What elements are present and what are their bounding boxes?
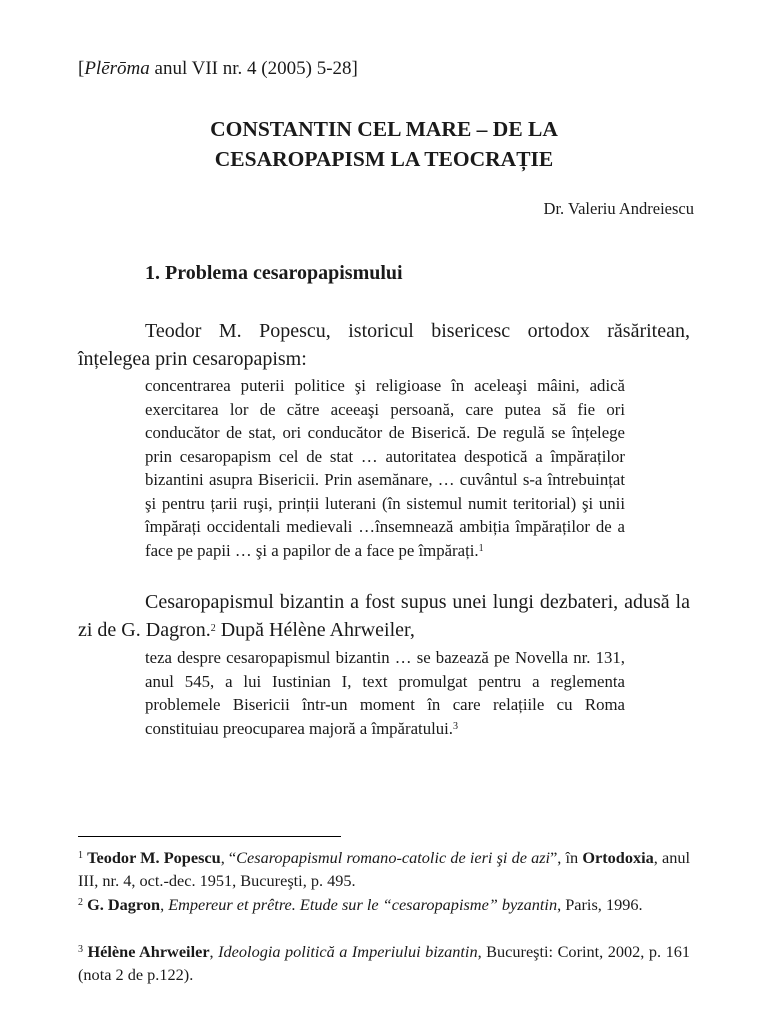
footnote-title: Ideologia politică a Imperiului bizantin bbox=[218, 942, 478, 961]
footnote-separator: , “ bbox=[220, 848, 237, 867]
footnote-author: Teodor M. Popescu bbox=[87, 848, 221, 867]
citation-bracket: [ bbox=[78, 58, 85, 79]
author-name: Dr. Valeriu Andreiescu bbox=[543, 199, 694, 218]
footnote-ref-3[interactable]: 3 bbox=[453, 720, 458, 732]
footnote-3 bbox=[78, 941, 690, 986]
footnote-number: 2 bbox=[78, 897, 83, 908]
footnote-1 bbox=[78, 847, 690, 892]
paragraph-1: Teodor M. Popescu, istoricul bisericesc ortodox răsăritean, înțelegea prin cesaropapism: bbox=[78, 320, 690, 370]
section-heading: 1. Problema cesaropapismului bbox=[145, 262, 403, 284]
footnote-separator: , bbox=[160, 895, 169, 914]
footnote-divider bbox=[78, 836, 341, 837]
footnote-separator: , bbox=[209, 942, 219, 961]
journal-citation bbox=[78, 58, 358, 80]
footnote-ref-2[interactable]: 2 bbox=[210, 622, 216, 634]
footnote-details: , Paris, 1996. bbox=[557, 895, 643, 914]
block-quote-2 bbox=[145, 646, 625, 740]
footnote-ref-1[interactable]: 1 bbox=[478, 542, 484, 554]
footnote-details: , anul III, nr. 4, oct.-dec. 1951, Bucureşti, p. 495. bbox=[78, 848, 691, 890]
footnote-title: Cesaropapismul romano-catolic de ieri şi de azi bbox=[236, 848, 551, 867]
footnote-details: , Bucureşti: Corint, 2002, p. 161 (nota 2 de p.122). bbox=[78, 942, 691, 984]
title-line-2: CESAROPAPISM LA TEOCRAȚIE bbox=[214, 147, 554, 171]
title-line-1: CONSTANTIN CEL MARE – DE LA bbox=[210, 117, 558, 141]
block-quote-1 bbox=[145, 374, 625, 562]
citation-details: anul VII nr. 4 (2005) 5-28] bbox=[149, 58, 358, 79]
footnote-2 bbox=[78, 894, 690, 917]
footnote-author: G. Dagron bbox=[87, 895, 161, 914]
block-quote-2-text: teza despre cesaropapismul bizantin … se bazează pe Novella nr. 131, anul 545, a lui Iustinian I, text promulgat pentru a reglementa problemele Bisericii într-un moment în care relațiile cu Roma constituiau preocuparea majoră a împăratului. bbox=[145, 648, 625, 738]
footnote-number: 1 bbox=[78, 850, 83, 861]
journal-name: Plērōma bbox=[84, 58, 150, 79]
paragraph-2-text-a: Cesaropapismul bizantin a fost supus unei lungi dezbateri, adusă la zi de G. Dagron. bbox=[78, 591, 690, 641]
paragraph-2 bbox=[78, 589, 690, 644]
paragraph-2-text-b: După Hélène Ahrweiler, bbox=[215, 618, 415, 641]
block-quote-1-text: concentrarea puterii politice şi religioase în aceleaşi mâini, adică exercitarea lor de către aceeaşi persoană, care putea să fie ori conducător de stat, ori conducător de Biserică. De regulă se înțelege prin cesaropapism cel de stat … autoritatea despotică a împăraților bizantini asupra Bisericii. Prin asemănare, … cuvântul s-a întrebuințat şi pentru țarii ruşi, prinții luterani (în sistemul numit teritorial) şi unii împărați occidentali medievali …însemnează ambiția împăraților de a face pe papii … şi a papilor de a face pe împărați. bbox=[145, 376, 625, 560]
footnote-author: Hélène Ahrweiler bbox=[87, 942, 210, 961]
footnote-separator: ”, în bbox=[550, 848, 583, 867]
footnote-title: Empereur et prêtre. Etude sur le “cesaropapisme” byzantin bbox=[168, 895, 558, 914]
article-title bbox=[78, 114, 690, 174]
footnote-journal: Ortodoxia bbox=[582, 848, 654, 867]
footnote-number: 3 bbox=[78, 944, 83, 955]
